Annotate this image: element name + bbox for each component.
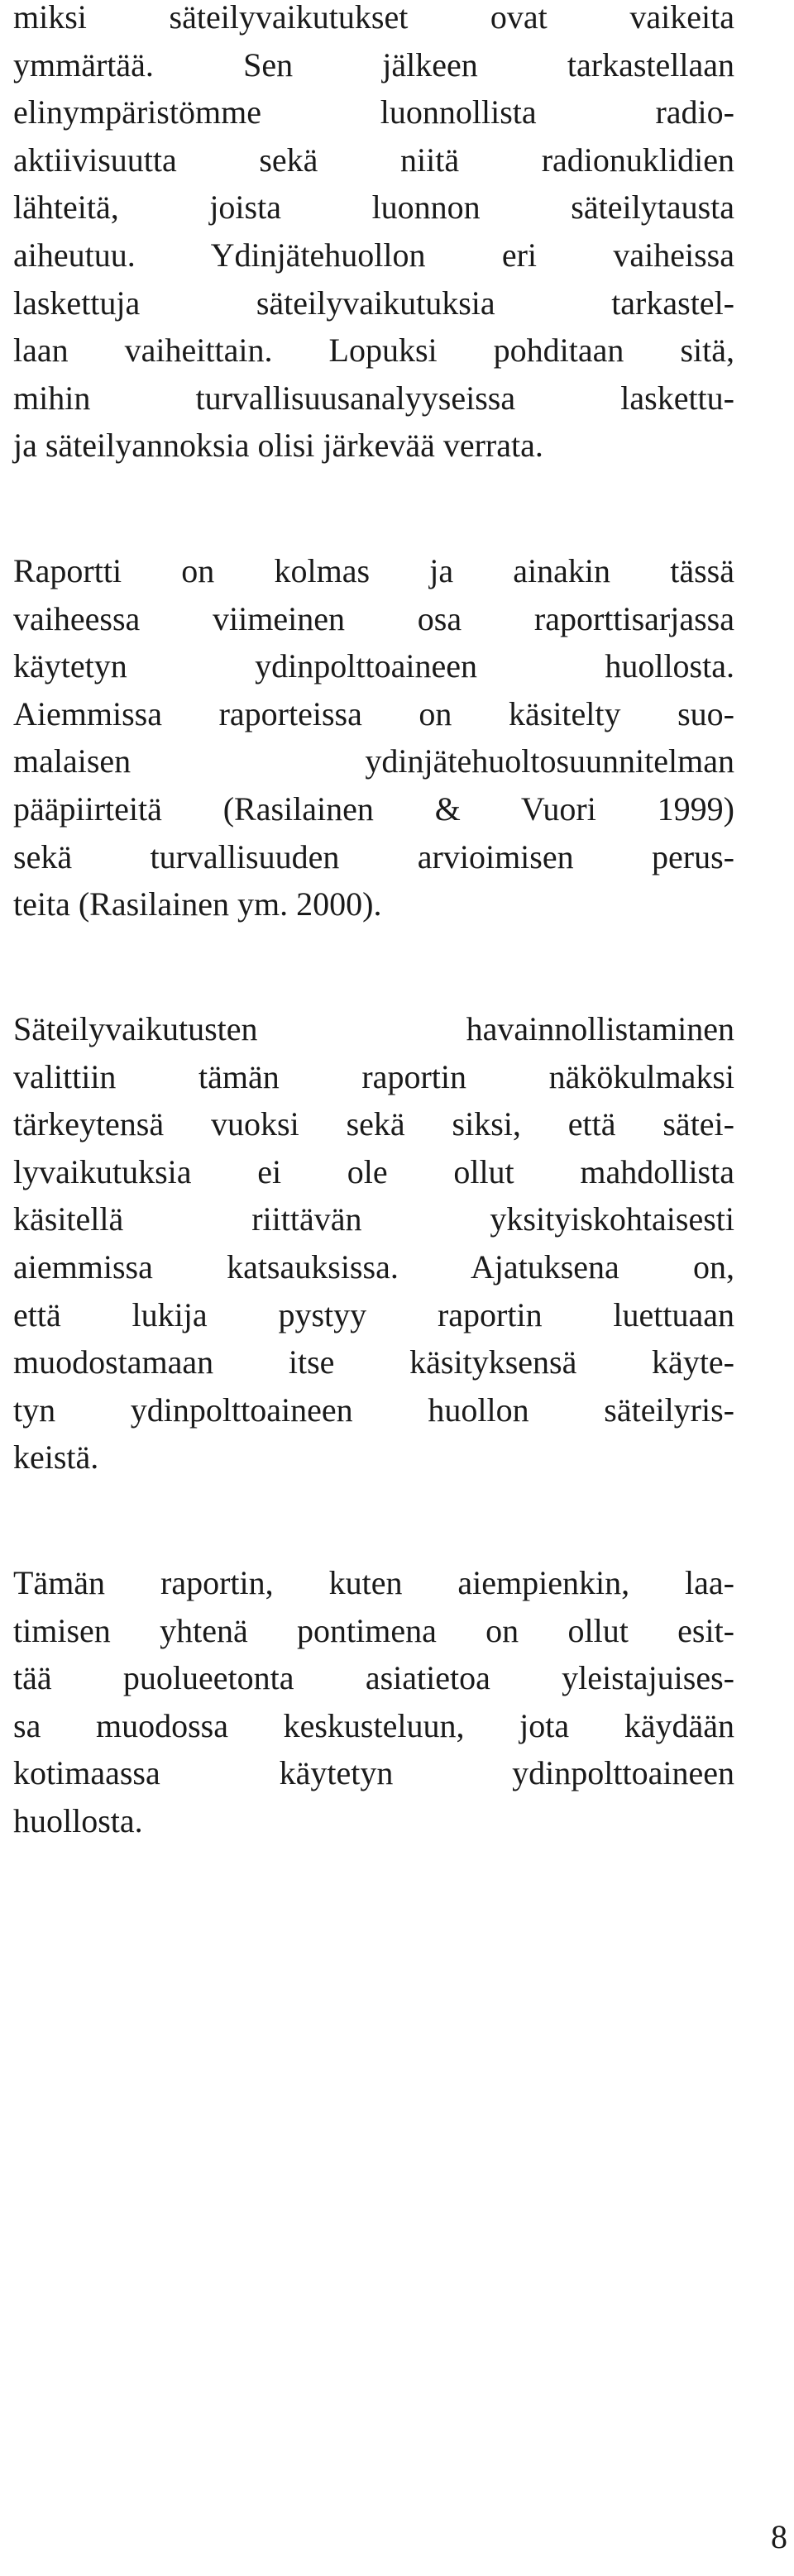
paragraph-4 <box>13 1559 734 1845</box>
text-line: laskettuja säteilyvaikutuksia tarkastel- <box>13 284 734 322</box>
text-line: malaisen ydinjätehuoltosuunnitelman <box>13 742 734 780</box>
text-line: lyvaikutuksia ei ole ollut mahdollista <box>13 1152 734 1190</box>
page-number: 8 <box>771 2518 787 2555</box>
text-line: kotimaassa käytetyn ydinpolttoaineen <box>13 1754 734 1792</box>
text-line: sa muodossa keskusteluun, jota käydään <box>13 1706 734 1744</box>
paragraph-2 <box>13 547 734 928</box>
text-line: tyn ydinpolttoaineen huollon säteilyris- <box>13 1391 734 1429</box>
paragraph-1 <box>13 0 734 470</box>
text-line: muodostamaan itse käsityksensä käyte- <box>13 1343 734 1381</box>
text-line: keistä. <box>13 1438 99 1476</box>
text-line: ja säteilyannoksia olisi järkevää verrata. <box>13 427 543 465</box>
text-line: valittiin tämän raportin näkökulmaksi <box>13 1057 734 1095</box>
text-line: aiemmissa katsauksissa. Ajatuksena on, <box>13 1247 734 1286</box>
text-line: pääpiirteitä (Rasilainen & Vuori 1999) <box>13 789 734 828</box>
text-line: huollosta. <box>13 1801 143 1839</box>
text-line: vaiheessa viimeinen osa raporttisarjassa <box>13 599 734 637</box>
text-line: aiheutuu. Ydinjätehuollon eri vaiheissa <box>13 236 734 274</box>
text-line: elinympäristömme luonnollista radio- <box>13 93 734 131</box>
text-line: Tämän raportin, kuten aiempienkin, laa- <box>13 1564 734 1601</box>
text-line: mihin turvallisuusanalyyseissa laskettu- <box>13 379 734 417</box>
text-line: tää puolueetonta asiatietoa yleistajuises- <box>13 1659 734 1697</box>
text-line: sekä turvallisuuden arvioimisen perus- <box>13 837 734 875</box>
text-line: lähteitä, joista luonnon säteilytausta <box>13 188 734 227</box>
text-line: Säteilyvaikutusten havainnollistaminen <box>13 1010 734 1047</box>
text-line: Raportti on kolmas ja ainakin tässä <box>13 552 734 589</box>
text-line: aktiivisuutta sekä niitä radionuklidien <box>13 141 734 179</box>
paragraph-3 <box>13 1005 734 1481</box>
text-line: timisen yhtenä pontimena on ollut esit- <box>13 1611 734 1649</box>
text-line: tärkeytensä vuoksi sekä siksi, että sätei- <box>13 1105 734 1143</box>
text-line: miksi säteilyvaikutukset ovat vaikeita <box>13 0 734 36</box>
text-line: Aiemmissa raporteissa on käsitelty suo- <box>13 694 734 732</box>
text-line: että lukija pystyy raportin luettuaan <box>13 1295 734 1333</box>
text-line: teita (Rasilainen ym. 2000). <box>13 885 382 923</box>
text-line: ymmärtää. Sen jälkeen tarkastellaan <box>13 45 734 83</box>
text-line: käsitellä riittävän yksityiskohtaisesti <box>13 1200 734 1238</box>
text-line: laan vaiheittain. Lopuksi pohditaan sitä, <box>13 332 734 370</box>
text-line: käytetyn ydinpolttoaineen huollosta. <box>13 647 734 685</box>
